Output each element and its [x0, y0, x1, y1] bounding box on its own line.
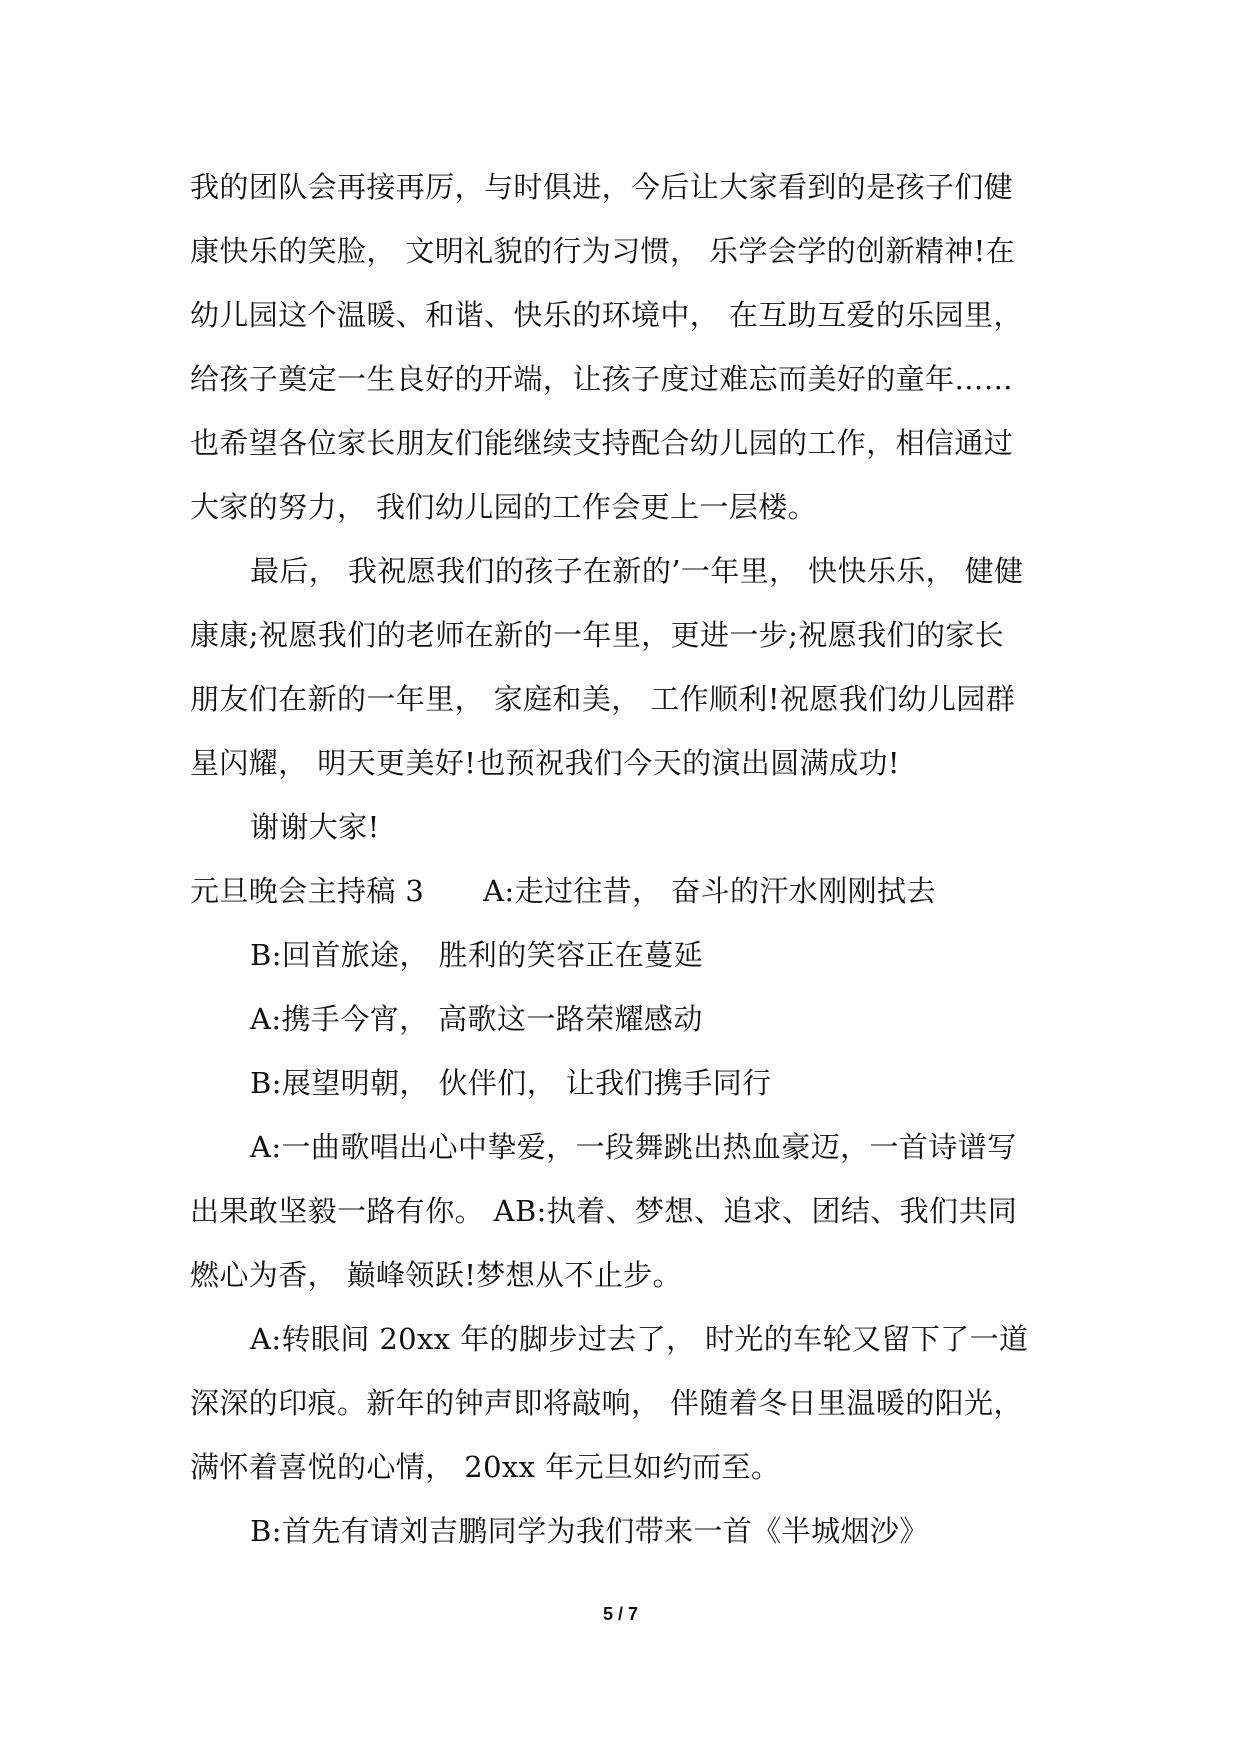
- closing-line: 谢谢大家!: [250, 810, 380, 844]
- text-line: 也希望各位家长朋友们能继续支持配合幼儿园的工作，相信通过: [190, 426, 1014, 460]
- text-line: 星闪耀， 明天更美好!也预祝我们今天的演出圆满成功!: [190, 746, 900, 780]
- dialogue-line: B:展望明朝， 伙伴们， 让我们携手同行: [250, 1066, 772, 1100]
- text-line: 康快乐的笑脸， 文明礼貌的行为习惯， 乐学会学的创新精神!在: [190, 234, 1016, 268]
- text-line: 我的团队会再接再厉，与时俱进，今后让大家看到的是孩子们健: [190, 170, 1014, 204]
- text-line: 幼儿园这个温暖、和谐、快乐的环境中， 在互助互爱的乐园里，: [190, 298, 1023, 332]
- text-line: 深深的印痕。新年的钟声即将敲响， 伴随着冬日里温暖的阳光，: [190, 1386, 1023, 1420]
- text-line: 大家的努力， 我们幼儿园的工作会更上一层楼。: [190, 490, 818, 524]
- section-heading-line: 元旦晚会主持稿 3 A:走过往昔， 奋斗的汗水刚刚拭去: [190, 874, 936, 908]
- document-body: [190, 155, 1060, 1563]
- dialogue-line: A:一曲歌唱出心中挚爱，一段舞跳出热血豪迈，一首诗谱写: [250, 1130, 1017, 1164]
- text-line: 满怀着喜悦的心情， 20xx 年元旦如约而至。: [190, 1450, 781, 1484]
- dialogue-line: B:回首旅途， 胜利的笑容正在蔓延: [250, 938, 704, 972]
- dialogue-line: A:携手今宵， 高歌这一路荣耀感动: [250, 1002, 703, 1036]
- dialogue-line: A:转眼间 20xx 年的脚步过去了， 时光的车轮又留下了一道: [250, 1322, 1029, 1356]
- text-line: 给孩子奠定一生良好的开端，让孩子度过难忘而美好的童年……: [190, 362, 1014, 396]
- text-line: 出果敢坚毅一路有你。 AB:执着、梦想、追求、团结、我们共同: [190, 1194, 1018, 1228]
- paragraph-first-line: 最后， 我祝愿我们的孩子在新的’一年里， 快快乐乐， 健健: [250, 554, 1024, 588]
- page-number: 5 / 7: [602, 1604, 639, 1624]
- text-line: 燃心为香， 巅峰领跃!梦想从不止步。: [190, 1258, 683, 1292]
- dialogue-line: B:首先有请刘吉鹏同学为我们带来一首《半城烟沙》: [250, 1514, 929, 1548]
- text-line: 康康;祝愿我们的老师在新的一年里，更进一步;祝愿我们的家长: [190, 618, 1005, 652]
- text-line: 朋友们在新的一年里， 家庭和美， 工作顺利!祝愿我们幼儿园群: [190, 682, 1016, 716]
